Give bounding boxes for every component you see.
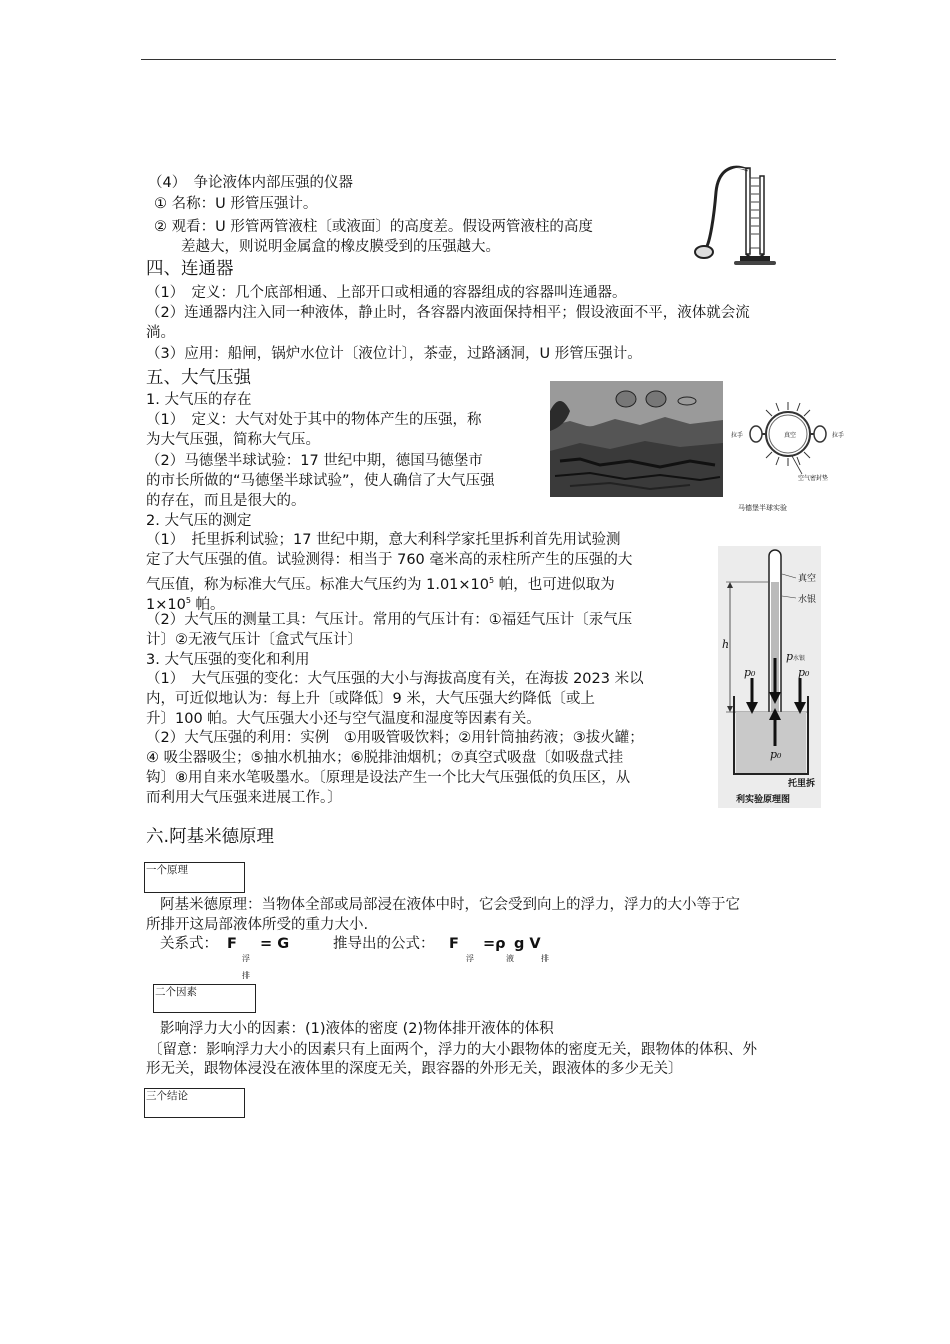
derived-label: 推导出的公式： xyxy=(333,936,435,952)
derived-F: F xyxy=(449,936,459,952)
atm-change-text-2: 内，可近似地认为：每上升〔或降低〕9 米，大气压强大约降低〔或上 xyxy=(146,691,595,707)
atm-use-text-4: 而利用大气压强来进展工作。〕 xyxy=(146,790,342,806)
magdeburg-engraving-figure xyxy=(550,381,723,497)
buoyancy-factors-text: 影响浮力大小的因素：(1)液体的密度 (2)物体排开液体的体积 xyxy=(160,1021,554,1037)
atm-use-text-2: ④ 吸尘器吸尘；⑤抽水机抽水；⑥脱排油烟机；⑦真空式吸盘〔如吸盘式挂 xyxy=(146,750,624,766)
barometer-text: （2）大气压的测量工具：气压计。常用的气压计有：①福廷气压计〔汞气压 xyxy=(146,612,633,628)
connect-rule: （2）连通器内注入同一种液体，静止时，各容器内液面保持相平；假设液面不平，液体就会流 xyxy=(146,305,750,321)
hemisphere-handle-left-label: 拉手 xyxy=(731,432,744,439)
derived-rho: =ρ xyxy=(483,936,506,952)
magdeburg-hemispheres-diagram xyxy=(728,400,850,510)
one-principle-box: 一个原理 xyxy=(144,862,245,893)
buoyancy-note: 〔留意：影响浮力大小的因素只有上面两个，浮力的大小跟物体的密度无关，跟物体的体积、外 xyxy=(148,1042,757,1058)
three-conclusions-box: 三个结论 xyxy=(144,1088,245,1118)
header-rule xyxy=(141,59,836,60)
torricelli-p-label: p水银 xyxy=(786,650,806,663)
derived-gV: g V xyxy=(514,936,541,952)
connect-application: （3）应用：船闸，锅炉水位计〔液位计〕，茶壶，过路涵洞，U 形管压强计。 xyxy=(146,346,642,362)
connect-rule-cont: 淌。 xyxy=(146,325,175,341)
formula-F: F xyxy=(227,936,237,952)
atm-use-text-3: 钩〕⑧用自来水笔吸墨水。〔原理是设法产生一个比大气压强低的负压区，从 xyxy=(146,770,631,786)
relation-label: 关系式： xyxy=(160,936,218,952)
section-archimedes-title: 六.阿基米德原理 xyxy=(146,827,275,847)
item-4-name: ① 名称：U 形管压强计。 xyxy=(154,196,318,212)
magdeburg-caption: 马德堡半球实验 xyxy=(738,504,787,512)
buoyancy-note-2: 形无关，跟物体浸没在液体里的深度无关，跟容器的外形无关，跟液体的多少无关〕 xyxy=(146,1061,683,1077)
formula-sub-pai: 排 xyxy=(242,971,250,980)
torricelli-p0-right-label: p₀ xyxy=(798,666,810,679)
section-connected-vessels-title: 四、连通器 xyxy=(146,259,234,279)
section-atmospheric-title: 五、大气压强 xyxy=(146,368,251,388)
atm-change-text-3: 升〕100 帕。大气压强大小还与空气温度和湿度等因素有关。 xyxy=(146,711,541,727)
torricelli-text: （1） 托里拆利试验；17 世纪中期，意大利科学家托里拆利首先用试验测 xyxy=(146,532,621,548)
item-4-observe-cont: 差越大，则说明金属盒的橡皮膜受到的压强越大。 xyxy=(181,239,500,255)
atm-definition-cont: 为大气压强，简称大气压。 xyxy=(146,432,320,448)
torricelli-text-2: 定了大气压强的值。试验测得：相当于 760 毫米高的汞柱所产生的压强的大 xyxy=(146,552,633,568)
magdeburg-text-3: 的存在，而且是很大的。 xyxy=(146,493,306,509)
atm-existence-heading: 1. 大气压的存在 xyxy=(146,392,252,408)
atm-change-text: （1） 大气压强的变化：大气压强的大小与海拔高度有关，在海拔 2023 米以 xyxy=(146,671,644,687)
atm-measure-heading: 2. 大气压的测定 xyxy=(146,513,252,529)
connect-definition: （1） 定义：几个底部相通、上部开口或相通的容器组成的容器叫连通器。 xyxy=(146,285,627,301)
torricelli-figure xyxy=(718,546,821,808)
atm-change-heading: 3. 大气压强的变化和利用 xyxy=(146,652,310,668)
hemisphere-handle-right-label: 拉手 xyxy=(832,432,845,439)
item-4: （4） 争论液体内部压强的仪器 xyxy=(148,175,353,191)
torricelli-caption-2: 利实验原理图 xyxy=(736,795,791,805)
torricelli-p0-left-label: p₀ xyxy=(744,666,756,679)
atm-definition: （1） 定义：大气对处于其中的物体产生的压强，称 xyxy=(146,412,482,428)
atm-use-text: （2）大气压强的利用：实例 ①用吸管吸饮料；②用针筒抽药液；③拔火罐； xyxy=(146,730,644,746)
torricelli-height-label: h xyxy=(722,638,730,651)
hemisphere-seal-label: 空气密封垫 xyxy=(798,475,829,482)
derived-sub-fu: 浮 xyxy=(466,954,474,963)
archimedes-principle-text-2: 所排开这局部液体所受的重力大小. xyxy=(146,917,369,933)
torricelli-vacuum-label: 真空 xyxy=(798,574,817,584)
torricelli-p0-bottom-label: p₀ xyxy=(770,748,782,761)
formula-equals-G: = G xyxy=(260,936,290,952)
u-tube-manometer-figure xyxy=(690,162,780,268)
derived-sub-ye: 液 xyxy=(506,954,514,963)
torricelli-mercury-label: 水银 xyxy=(798,595,817,605)
derived-sub-pai: 排 xyxy=(541,954,549,963)
archimedes-principle-text: 阿基米德原理：当物体全部或局部浸在液体中时，它会受到向上的浮力，浮力的大小等于它 xyxy=(160,897,740,913)
torricelli-text-4: $1\times 10^5$ 帕。 xyxy=(146,596,225,613)
magdeburg-text-2: 的市长所做的“马德堡半球试验”，使人确信了大气压强 xyxy=(146,473,495,489)
formula-sub-fu: 浮 xyxy=(242,954,250,963)
magdeburg-text: （2）马德堡半球试验：17 世纪中期，德国马德堡市 xyxy=(146,453,483,469)
torricelli-text-3: 气压值，称为标准大气压。标准大气压约为 $1.01\times 10^5$ 帕，也可进似取为 xyxy=(146,576,615,593)
item-4-observe: ② 观看：U 形管两管液柱〔或液面〕的高度差。假设两管液柱的高度 xyxy=(154,219,593,235)
two-factors-box: 二个因素 xyxy=(153,984,256,1013)
barometer-text-2: 计〕②无液气压计〔盒式气压计〕 xyxy=(146,632,362,648)
torricelli-caption-1: 托里拆 xyxy=(788,779,816,789)
hemisphere-vacuum-label: 真空 xyxy=(784,432,797,439)
